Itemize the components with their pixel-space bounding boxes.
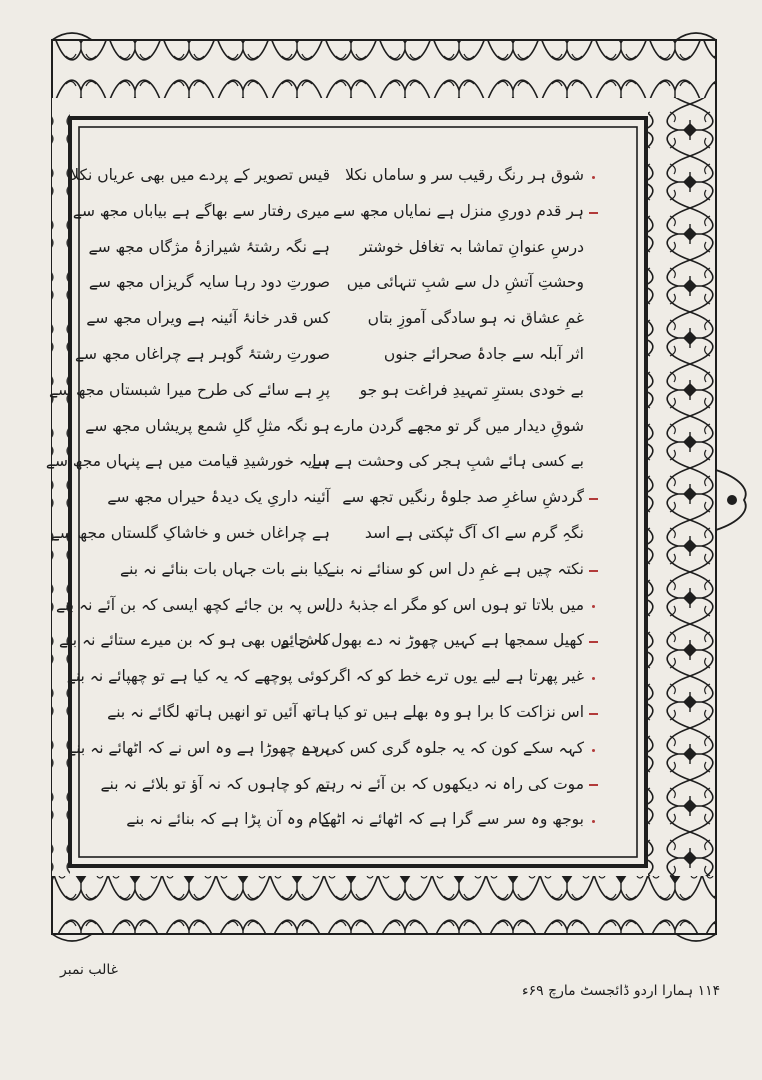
verse-marker <box>589 570 598 572</box>
verse-text: آئینہ داریِ یک دیدۂ حیراں مجھ سے <box>107 488 330 507</box>
verse-text: وحشتِ آتشِ دل سے شبِ تنہائی میں <box>346 273 584 292</box>
verse-line <box>67 731 330 767</box>
verse-text: پرِ ہے سائے کی طرح میرا شبستاں مجھ سے <box>48 380 330 399</box>
verse-marker <box>592 176 595 179</box>
verse-line <box>359 230 598 266</box>
verse-text: ہو نگہ مثلِ گلِ شمع پریشاں مجھ سے <box>85 416 330 435</box>
verse-line <box>70 158 330 194</box>
verse-text: اس پہ بن جائے کچھ ایسی کہ بن آئے نہ بنے <box>56 595 330 614</box>
verse-text: غیر پھرتا ہے لیے یوں ترے خط کو کہ اگر <box>330 667 584 686</box>
verse-line <box>88 230 330 266</box>
verse-line <box>48 373 330 409</box>
verse-text: اثر آبلہ سے جادۂ صحرائے جنوں <box>383 344 584 363</box>
verse-text: سایہ خورشیدِ قیامت میں ہے پنہاں مجھ سے <box>45 452 330 471</box>
verse-text: غمِ عشاق نہ ہو سادگی آموزِ بتاں <box>367 309 584 328</box>
text-panel <box>45 118 646 866</box>
verse-line <box>100 802 330 838</box>
verse-line <box>333 695 598 731</box>
verse-text: شوق ہر رنگ رقیب سر و ساماں نکلا <box>345 166 584 184</box>
verse-line <box>100 695 330 731</box>
verse-line <box>333 409 598 445</box>
verse-text: کوئی پوچھے کہ یہ کیا ہے تو چھپائے نہ بنے <box>66 667 330 686</box>
verse-line <box>72 194 330 230</box>
verse-line <box>74 337 330 373</box>
verse-text: کھیل سمجھا ہے کہیں چھوڑ نہ دے بھول نہ جائے <box>280 631 584 650</box>
verse-text: درسِ عنوانِ تماشا بہ تغافل خوشتر <box>359 237 584 256</box>
verse-marker <box>589 641 598 643</box>
verse-text: بے کسی ہائے شبِ ہجر کی وحشت ہے ہے <box>311 452 584 471</box>
verse-line <box>85 409 330 445</box>
verse-text: کام وہ آن پڑا ہے کہ بنائے نہ بنے <box>126 810 330 829</box>
verse-marker <box>592 677 595 680</box>
verse-text: تم کو چاہوں کہ نہ آؤ تو بلائے نہ بنے <box>100 774 330 793</box>
verse-text: ہے نگہ رشتۂ شیرازۂ مژگاں مجھ سے <box>88 237 330 256</box>
verse-text: پردہ چھوڑا ہے وہ اس نے کہ اٹھائے نہ بنے <box>67 738 330 757</box>
verse-text: ہاتھ آئیں تو انھیں ہاتھ لگائے نہ بنے <box>107 702 330 721</box>
verse-marker <box>589 498 598 500</box>
left-column <box>45 158 330 838</box>
verse-text: اس نزاکت کا برا ہو وہ بھلے ہیں تو کیا <box>333 702 584 721</box>
verse-line <box>368 337 598 373</box>
verse-line <box>330 659 598 695</box>
verse-line <box>320 802 598 838</box>
verse-line <box>326 552 598 588</box>
verse-text: صورتِ رشتۂ گوہر ہے چراغاں مجھ سے <box>74 344 330 363</box>
verse-marker <box>592 749 595 752</box>
verse-marker <box>589 212 598 214</box>
verse-text: بوجھ وہ سر سے گرا ہے کہ اٹھائے نہ اٹھے <box>320 810 584 829</box>
verse-line <box>368 301 598 337</box>
footer-issue-label: غالب نمبر <box>60 962 118 978</box>
verse-line <box>346 265 598 301</box>
verse-line <box>66 659 330 695</box>
verse-line <box>88 265 330 301</box>
verse-text: شوقِ دیدار میں گر تو مجھے گردن مارے <box>333 416 584 435</box>
verse-text: ہے چراغاں خس و خاشاکِ گلستاں مجھ سے <box>50 523 330 542</box>
verse-line <box>100 767 330 803</box>
verse-line <box>59 623 330 659</box>
verse-marker <box>589 784 598 786</box>
verse-line <box>301 731 598 767</box>
verse-line <box>100 552 330 588</box>
verse-line <box>56 588 330 624</box>
verse-text: بے خودی بسترِ تمہیدِ فراغت ہو جو <box>359 380 584 399</box>
verse-marker <box>592 820 595 823</box>
verse-text: کہہ سکے کون کہ یہ جلوہ گری کس کی ہے <box>301 738 584 757</box>
verse-line <box>86 301 330 337</box>
verse-marker <box>589 713 598 715</box>
verse-line <box>318 767 598 803</box>
verse-text: قیس تصویر کے پردے میں بھی عریاں نکلا <box>70 166 330 184</box>
verse-line <box>100 480 330 516</box>
verse-line <box>333 194 598 230</box>
verse-text: میری رفتار سے بھاگے ہے بیاباں مجھ سے <box>72 201 330 220</box>
verse-line <box>342 480 598 516</box>
verse-text: موت کی راہ نہ دیکھوں کہ بن آئے نہ رہے <box>318 774 584 793</box>
verse-line <box>280 623 598 659</box>
verse-line <box>345 158 598 194</box>
verse-line <box>324 588 598 624</box>
verse-marker <box>592 605 595 608</box>
verse-text: کیا بنے بات جہاں بات بنائے نہ بنے <box>120 559 330 578</box>
verse-text: میں بلاتا تو ہوں اس کو مگر اے جذبۂ دل <box>324 595 584 614</box>
verse-line <box>311 444 598 480</box>
verse-text: گردشِ ساغرِ صد جلوۂ رنگیں تجھ سے <box>342 488 584 507</box>
verse-line <box>45 444 330 480</box>
right-column <box>280 158 598 838</box>
verse-text: کس قدر خانۂ آئینہ ہے ویراں مجھ سے <box>86 309 330 328</box>
verse-text: صورتِ دود رہا سایہ گریزاں مجھ سے <box>88 273 330 292</box>
verse-line <box>364 516 598 552</box>
footer-page-info: ۱۱۴ ہمارا اردو ڈائجسٹ مارچ ۶۹ء <box>522 983 721 999</box>
verse-line <box>50 516 330 552</box>
verse-text: نگہِ گرم سے اک آگ ٹپکتی ہے اسد <box>364 523 584 542</box>
verse-line <box>359 373 598 409</box>
verse-text: نکتہ چیں ہے غمِ دل اس کو سنائے نہ بنے <box>326 559 584 578</box>
verse-text: ہر قدم دوریِ منزل ہے نمایاں مجھ سے <box>333 201 584 220</box>
verse-text: کاش یوں بھی ہو کہ بن میرے ستائے نہ بنے <box>59 631 330 650</box>
